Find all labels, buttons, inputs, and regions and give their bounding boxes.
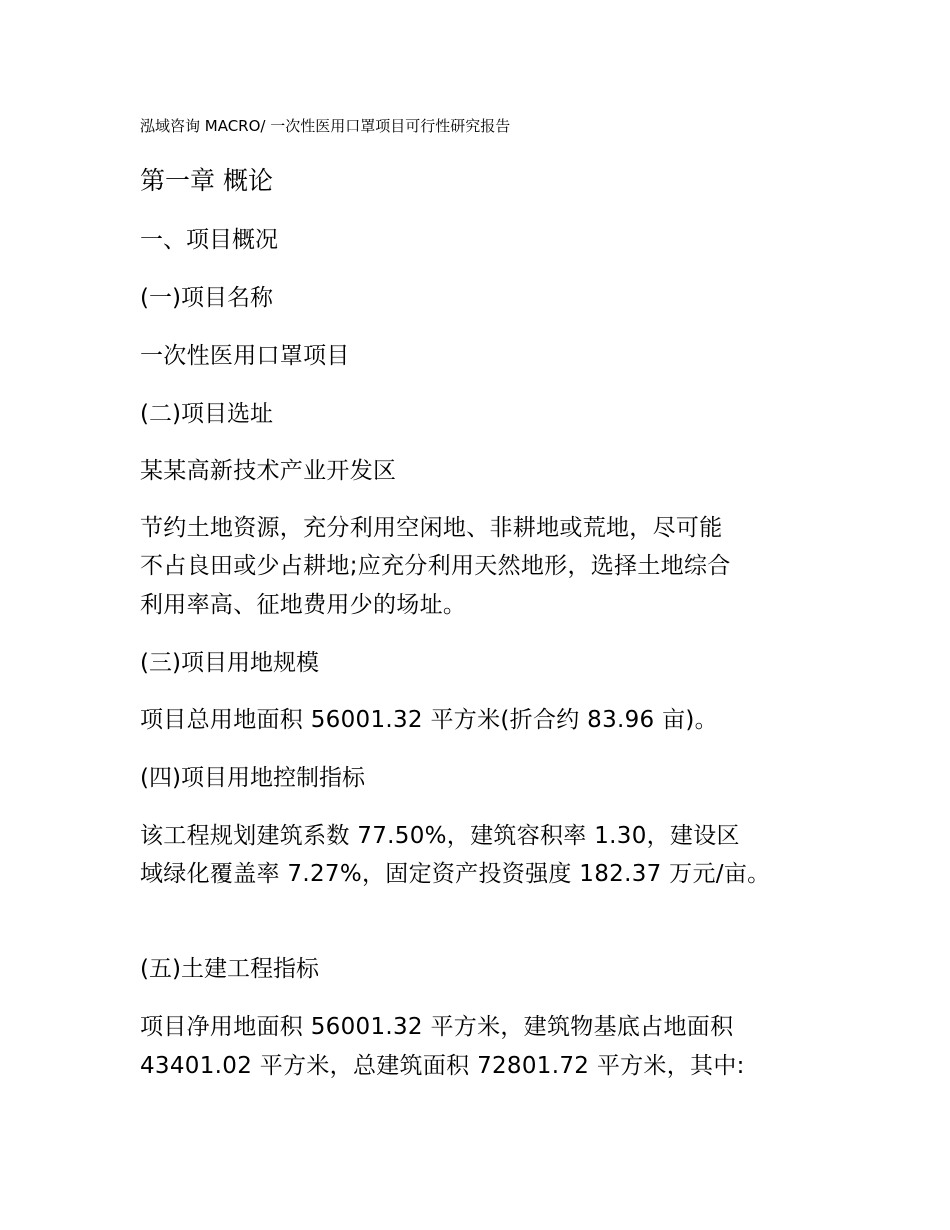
item-heading-1: (一)项目名称 bbox=[140, 285, 273, 311]
item-heading-4: (四)项目用地控制指标 bbox=[140, 765, 365, 791]
item-2-para-line-3: 利用率高、征地费用少的场址。 bbox=[140, 592, 467, 618]
item-4-line-2: 域绿化覆盖率 7.27%，固定资产投资强度 182.37 万元/亩。 bbox=[140, 861, 771, 887]
chapter-title: 第一章 概论 bbox=[140, 166, 273, 195]
running-header: 泓域咨询 MACRO/ 一次性医用口罩项目可行性研究报告 bbox=[140, 117, 511, 135]
item-3-text: 项目总用地面积 56001.32 平方米(折合约 83.96 亩)。 bbox=[140, 707, 718, 733]
item-heading-5: (五)土建工程指标 bbox=[140, 956, 319, 982]
item-heading-2: (二)项目选址 bbox=[140, 401, 273, 427]
item-heading-3: (三)项目用地规模 bbox=[140, 650, 319, 676]
item-2-para-line-2: 不占良田或少占耕地;应充分利用天然地形，选择土地综合 bbox=[140, 553, 731, 579]
item-4-line-1: 该工程规划建筑系数 77.50%，建筑容积率 1.30，建设区 bbox=[140, 823, 740, 849]
item-2-text: 某某高新技术产业开发区 bbox=[140, 458, 397, 484]
item-1-text: 一次性医用口罩项目 bbox=[140, 343, 350, 369]
item-5-line-1: 项目净用地面积 56001.32 平方米，建筑物基底占地面积 bbox=[140, 1014, 734, 1040]
item-5-line-2: 43401.02 平方米，总建筑面积 72801.72 平方米，其中: bbox=[140, 1053, 745, 1079]
section-title: 一、项目概况 bbox=[140, 227, 278, 253]
item-2-para-line-1: 节约土地资源，充分利用空闲地、非耕地或荒地，尽可能 bbox=[140, 515, 723, 541]
